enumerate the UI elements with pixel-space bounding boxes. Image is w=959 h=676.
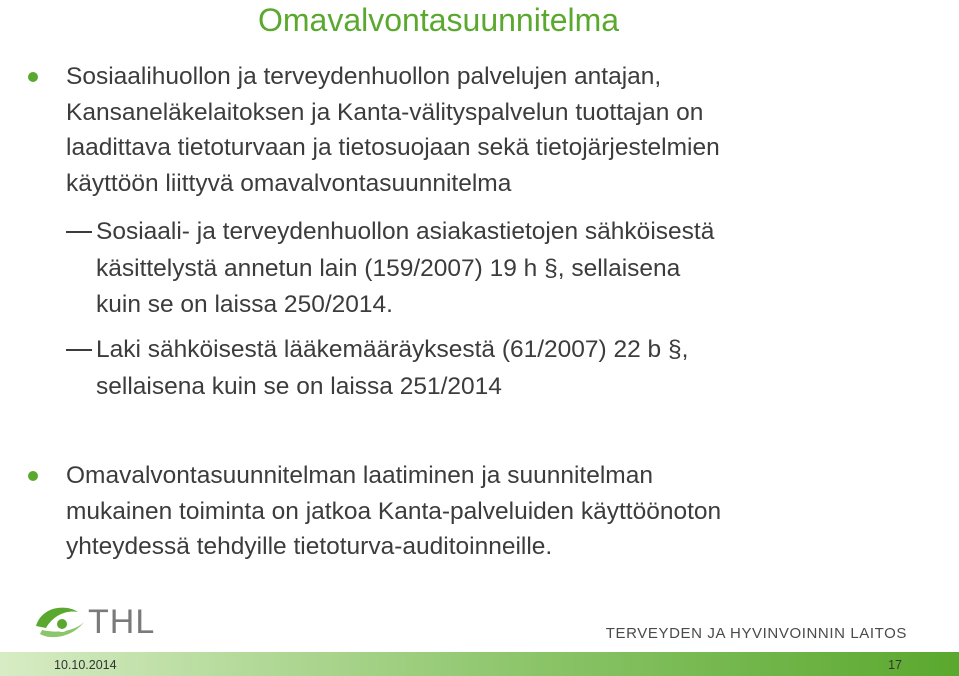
text-line: mukainen toiminta on jatkoa Kanta-palveluiden käyttöönoton	[66, 497, 722, 525]
dash-icon	[66, 349, 92, 351]
sub-item-text	[96, 332, 688, 405]
logo-text: THL	[88, 603, 156, 641]
text-line: Sosiaalihuollon ja terveydenhuollon palvelujen antajan,	[66, 63, 662, 90]
bullet-dot-icon	[28, 72, 38, 82]
text-line: Omavalvontasuunnitelman laatiminen ja suunnitelman	[66, 462, 653, 489]
text-line: Kansaneläkelaitoksen ja Kanta-välityspalvelun tuottajan on	[66, 98, 704, 126]
text-line: käyttöön liittyvä omavalvontasuunnitelma	[66, 169, 512, 197]
footer-date: 10.10.2014	[54, 658, 117, 672]
institute-name: TERVEYDEN JA HYVINVOINNIN LAITOS	[605, 625, 907, 642]
bullet-text	[66, 59, 720, 201]
dash-icon	[66, 231, 92, 233]
footer-bar	[0, 652, 959, 676]
bullet-dot-icon	[28, 471, 38, 481]
sub-item-text	[96, 214, 714, 324]
page-number: 17	[888, 658, 902, 672]
text-line: laadittava tietoturvaan ja tietosuojaan sekä tietojärjestelmien	[66, 134, 720, 161]
text-line: Laki sähköisestä lääkemääräyksestä (61/2007) 22 b §,	[96, 336, 689, 363]
text-line: sellaisena kuin se on laissa 251/2014	[96, 372, 502, 400]
text-line: Sosiaali- ja terveydenhuollon asiakastietojen sähköisestä	[96, 218, 715, 245]
text-line: kuin se on laissa 250/2014.	[96, 291, 393, 318]
text-line: yhteydessä tehdyille tietoturva-auditoinneille.	[66, 533, 553, 560]
text-line: käsittelystä annetun lain (159/2007) 19 h §, sellaisena	[96, 254, 681, 282]
slide-title: Omavalvontasuunnitelma	[258, 2, 620, 38]
bullet-text	[66, 458, 721, 565]
